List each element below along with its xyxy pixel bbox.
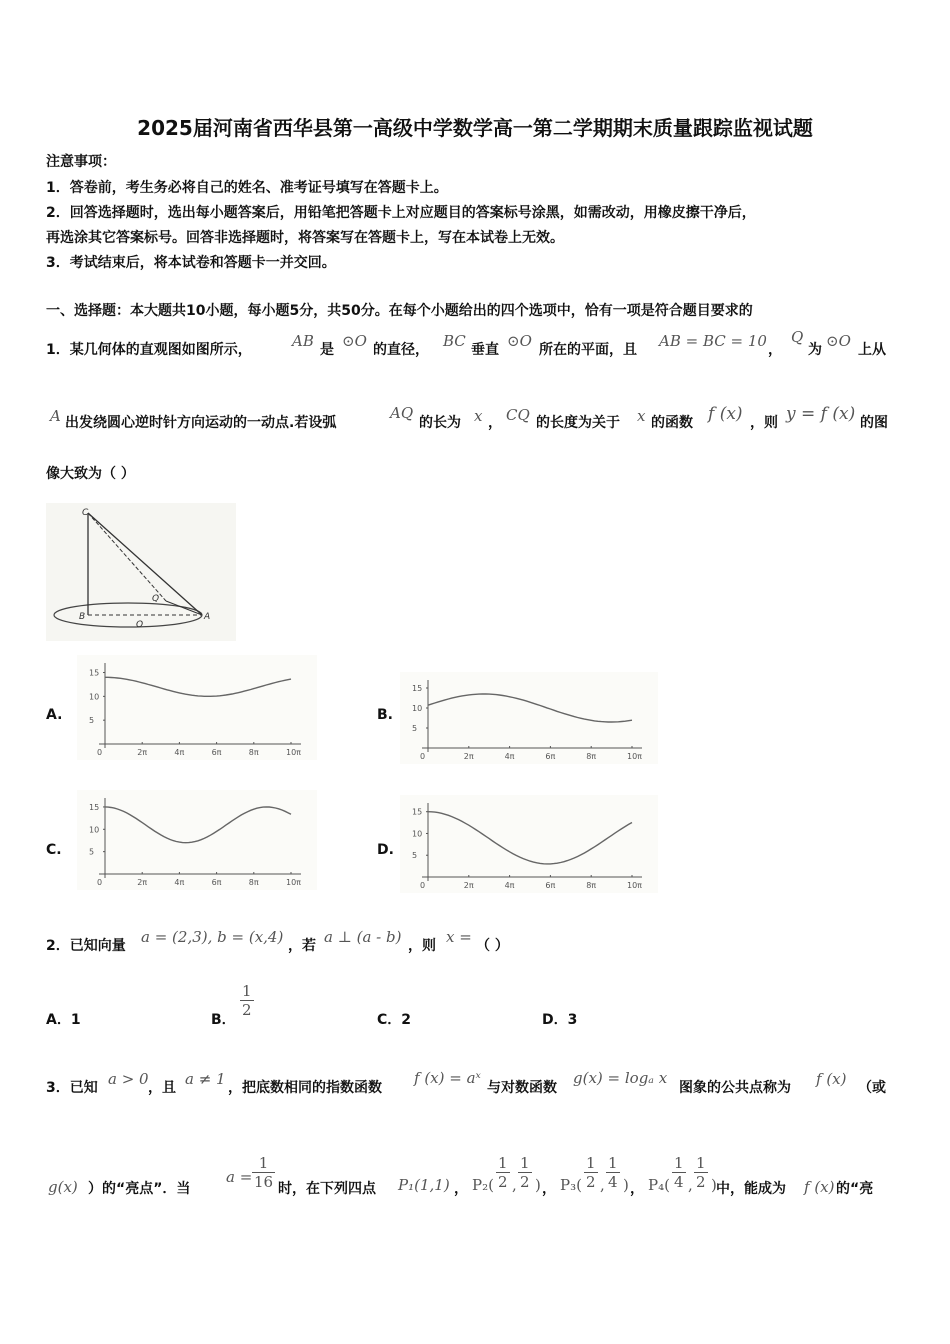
x-tick-label: 2π (137, 878, 148, 887)
x-tick-label: 0 (420, 752, 426, 761)
y-tick-label: 15 (412, 807, 423, 817)
q1-math-circle-o: ⊙O (507, 332, 532, 350)
q1-number: 1．某几何体的直观图如图所示， (46, 342, 252, 358)
section-heading: 一、选择题：本大题共10小题，每小题5分，共50分。在每个小题给出的四个选项中，恰有一项是符合题目要求的 (46, 303, 753, 319)
point-x-fraction: $\frac{1}{2}$ (498, 1154, 508, 1191)
q2-text: （ ） (476, 938, 509, 954)
q3-math-a-gt-0: a > 0 (108, 1070, 149, 1088)
q3-math-fx: f (x) (804, 1178, 835, 1196)
q3-math-fx: f (x) (816, 1070, 847, 1088)
q3-text: 与对数函数 (487, 1080, 557, 1096)
q3-math-a-ne-1: a ≠ 1 (185, 1070, 226, 1088)
graph-background (400, 795, 658, 893)
point-label: P₄( (648, 1176, 670, 1194)
y-tick-label: 5 (412, 851, 418, 861)
x-tick-label: 10π (286, 878, 301, 887)
y-tick-label: 10 (412, 704, 423, 713)
y-tick-label: 15 (89, 802, 100, 812)
q1-text: ， (768, 342, 782, 358)
x-tick-label: 2π (463, 752, 474, 761)
notes-heading: 注意事项： (46, 154, 116, 170)
q1-text: ， (488, 415, 502, 431)
note-item-2-cont: 再选涂其它答案标号。回答非选择题时，将答案写在答题卡上，写在本试卷上无效。 (46, 230, 564, 246)
q3-number: 3．已知 (46, 1080, 98, 1096)
q1-text: 所在的平面，且 (539, 342, 637, 358)
option-d-label[interactable]: D. (377, 842, 394, 858)
option-label: D． (542, 1012, 568, 1028)
q2-math-perp: a ⊥ (a - b) (324, 928, 402, 946)
q2-option-a[interactable] (46, 1009, 81, 1029)
option-label: C． (377, 1012, 402, 1028)
x-tick-label: 4π (174, 878, 185, 887)
fraction-numerator: 1 (252, 1154, 275, 1173)
x-tick-label: 6π (545, 881, 556, 890)
x-tick-label: 8π (586, 881, 597, 890)
y-tick-label: 10 (89, 692, 100, 702)
option-fraction (240, 982, 254, 1019)
point-y-fraction: $\frac{1}{4}$ (608, 1154, 618, 1191)
q1-text: 的图 (860, 415, 888, 431)
option-value: 2 (401, 1012, 412, 1028)
q1-math-arc-aq: AQ (390, 404, 414, 422)
label-a: A (204, 612, 211, 622)
point-x-fraction: $\frac{1}{4}$ (674, 1154, 684, 1191)
q3-text: ，把底数相同的指数函数 (228, 1080, 382, 1096)
q2-math-x: x = (446, 928, 472, 946)
q3-math-a-eq: a = (226, 1168, 253, 1186)
q3-text: ）的“亮点”．当 (88, 1181, 191, 1197)
q3-text: 图象的公共点称为 (679, 1080, 791, 1096)
q3-fraction-a (252, 1154, 275, 1191)
point-x-fraction: $\frac{1}{2}$ (586, 1154, 596, 1191)
y-tick-label: 10 (412, 829, 423, 839)
q1-math-x: x (637, 407, 646, 425)
x-tick-label: 6π (211, 878, 222, 887)
q1-math-circle-o: ⊙O (342, 332, 367, 350)
x-tick-label: 10π (627, 752, 642, 761)
q3-text: 的“亮 (836, 1181, 874, 1197)
q1-text: 的函数 (651, 415, 693, 431)
q1-text: 为 (808, 342, 822, 358)
x-tick-label: 4π (504, 881, 515, 890)
q1-math-ab: AB (292, 332, 314, 350)
x-tick-label: 0 (97, 878, 103, 887)
q2-option-d[interactable] (542, 1009, 577, 1029)
q1-text: 的直径， (373, 342, 429, 358)
x-tick-label: 4π (504, 752, 515, 761)
q1-line3: 像大致为（ ） (46, 466, 135, 482)
page-title: 2025届河南省西华县第一高级中学数学高一第二学期期末质量跟踪监视试题 (137, 116, 813, 140)
q3-line1 (46, 1070, 906, 1100)
q1-math-cq: CQ (506, 406, 530, 424)
point-label: P₃( (560, 1176, 582, 1194)
q3-text: （或 (858, 1080, 886, 1096)
x-tick-label: 2π (463, 881, 474, 890)
q1-text: 是 (320, 342, 334, 358)
q1-math-q: Q (791, 328, 804, 346)
q3-math-gx: g(x) (48, 1178, 78, 1196)
q3-math-log-func: g(x) = logₐ x (573, 1069, 668, 1087)
option-a-graph (77, 655, 317, 760)
y-tick-label: 5 (412, 724, 418, 733)
y-tick-label: 5 (89, 847, 95, 857)
note-item-1: 1．答卷前，考生务必将自己的姓名、准考证号填写在答题卡上。 (46, 180, 448, 196)
q1-text: 出发绕圆心逆时针方向运动的一动点.若设弧 (65, 415, 337, 431)
q2-text: ，则 (408, 938, 436, 954)
point-label: P₂( (472, 1176, 494, 1194)
y-tick-label: 10 (89, 825, 100, 835)
q1-math-a: A (50, 407, 61, 425)
x-tick-label: 4π (174, 748, 185, 757)
fraction-denominator: 16 (254, 1173, 274, 1191)
option-value: 1 (70, 1012, 81, 1028)
option-a-label[interactable]: A. (46, 707, 63, 723)
q2-text: ，若 (288, 938, 316, 954)
q2-math-vectors: a = (2,3), b = (x,4) (141, 928, 284, 946)
option-b-label[interactable]: B. (377, 707, 393, 723)
q1-text: 垂直 (471, 342, 499, 358)
q1-text: 的长为 (419, 415, 461, 431)
q2-line (46, 928, 906, 958)
q3-text: 时，在下列四点 (278, 1181, 376, 1197)
x-tick-label: 6π (545, 752, 556, 761)
option-c-label[interactable]: C. (46, 842, 62, 858)
option-value: 3 (567, 1012, 578, 1028)
q1-text: 上从 (858, 342, 886, 358)
label-c: C (82, 508, 89, 518)
q1-math-circle-o: ⊙O (826, 332, 851, 350)
q3-text: ， (454, 1181, 468, 1197)
q1-math-x: x (474, 407, 483, 425)
q3-line2: g(x) ）的“亮点”．当 a = $\frac{1}{16}$ 时，在下列四点 P₁(1,1) ， P₂( $\frac{1}{2}$ , $\frac{1}{2}$ ) ， P₃( $\frac{1}{2}$ , $\frac{1}{4}$ ) ， P₄( $\frac{1}{4}$ , $\frac{1}{2}$ ) 中，能成为 f (x) 的“亮 (48, 1154, 874, 1197)
graph-background (400, 672, 658, 764)
x-tick-label: 8π (248, 748, 259, 757)
option-label: A． (46, 1012, 71, 1028)
q2-option-c[interactable] (377, 1009, 411, 1029)
q2-number: 2．已知向量 (46, 938, 126, 954)
x-tick-label: 2π (137, 748, 148, 757)
graph-background (77, 790, 317, 890)
x-tick-label: 6π (211, 748, 222, 757)
option-label: B． (211, 1012, 236, 1028)
option-d-graph (400, 795, 658, 893)
q1-line1 (46, 328, 906, 362)
option-b-graph (400, 672, 658, 764)
point-y-fraction: $\frac{1}{2}$ (520, 1154, 530, 1191)
x-tick-label: 8π (248, 878, 259, 887)
y-tick-label: 5 (89, 716, 95, 726)
fraction-numerator: 1 (242, 982, 252, 1000)
x-tick-label: 0 (97, 748, 103, 757)
q1-math-fx: f (x) (708, 404, 743, 424)
q1-geometry-figure (46, 503, 236, 641)
label-b: B (79, 612, 86, 622)
q3-text: 中，能成为 (716, 1181, 786, 1197)
label-o: O (136, 620, 144, 630)
y-tick-label: 15 (89, 668, 100, 678)
q1-math-equation: AB = BC = 10 (659, 332, 767, 350)
q3-math-exp-func: f (x) = aˣ (414, 1069, 481, 1087)
x-tick-label: 0 (420, 881, 426, 890)
fraction-denominator: 2 (242, 1001, 252, 1019)
q1-math-yfx: y = f (x) (786, 404, 856, 424)
x-tick-label: 10π (286, 748, 301, 757)
note-item-2: 2．回答选择题时，选出每小题答案后，用铅笔把答题卡上对应题目的答案标号涂黑，如需改动，用橡皮擦干净后， (46, 205, 756, 221)
q3-point-p1: P₁(1,1) (398, 1176, 450, 1194)
label-q: Q (152, 594, 160, 604)
q1-line2 (46, 404, 906, 434)
x-tick-label: 8π (586, 752, 597, 761)
y-tick-label: 15 (412, 684, 423, 693)
note-item-3: 3．考试结束后，将本试卷和答题卡一并交回。 (46, 255, 336, 271)
q1-text: 的长度为关于 (536, 415, 620, 431)
point-y-fraction: $\frac{1}{2}$ (696, 1154, 706, 1191)
q1-text: ，则 (750, 415, 778, 431)
x-tick-label: 10π (627, 881, 642, 890)
q1-math-bc: BC (443, 332, 466, 350)
q3-text: ，且 (148, 1080, 176, 1096)
option-c-graph (77, 790, 317, 890)
